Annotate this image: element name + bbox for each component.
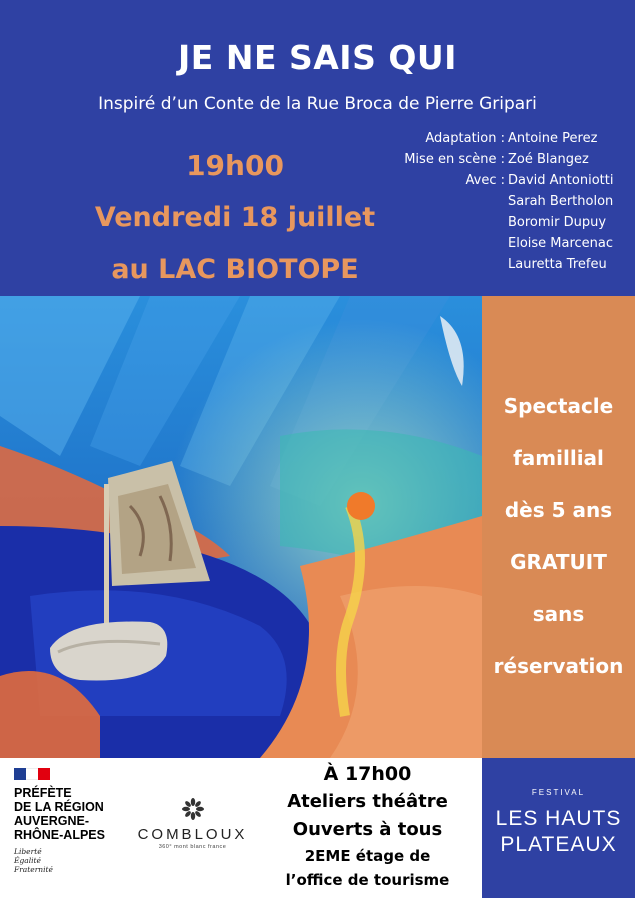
credit-label: Adaptation : <box>425 131 505 146</box>
combloux-tagline: 360° mont blanc france <box>158 844 227 850</box>
marianne-flag-icon <box>14 768 50 780</box>
info-list <box>482 380 635 692</box>
festival-label: FESTIVAL <box>531 788 586 797</box>
credit-value: Zoé Blangez <box>508 152 589 167</box>
credit-cast <box>380 191 625 212</box>
workshop-location-floor: 2EME étage de <box>304 847 431 865</box>
prefecture-name: PRÉFÈTE DE LA RÉGION AUVERGNE- RHÔNE-ALPES <box>14 786 105 842</box>
credit-cast <box>380 233 625 254</box>
workshop-location: l’office de tourisme <box>285 871 450 889</box>
combloux-logo <box>120 798 265 850</box>
workshop-title: Ateliers théâtre <box>287 791 448 812</box>
show-subtitle: Inspiré d’un Conte de la Rue Broca de Pierre Gripari <box>98 94 537 114</box>
event-date: Vendredi 18 juillet <box>94 202 376 233</box>
cast-member: Sarah Bertholon <box>508 194 614 209</box>
info-line: Spectacle <box>503 394 614 418</box>
credits <box>380 128 625 275</box>
credit-adaptation <box>380 128 625 149</box>
workshop-time: À 17h00 <box>323 763 412 785</box>
event-time: 19h00 <box>186 149 284 182</box>
republic-motto: Liberté Égalité Fraternité <box>14 847 53 874</box>
footer <box>0 758 635 898</box>
cast-member: Lauretta Trefeu <box>508 257 607 272</box>
painting <box>0 296 482 758</box>
info-line: réservation <box>493 654 624 678</box>
show-title: JE NE SAIS QUI <box>178 38 457 77</box>
credit-cast <box>380 212 625 233</box>
info-line: GRATUIT <box>510 550 607 574</box>
combloux-flower-icon <box>182 798 204 820</box>
festival-logo <box>482 758 635 898</box>
credit-mise-en-scene <box>380 149 625 170</box>
info-line: dès 5 ans <box>504 498 613 522</box>
credit-cast <box>380 254 625 275</box>
info-line: famillial <box>513 446 604 470</box>
cast-member: David Antoniotti <box>508 173 614 188</box>
workshop-audience: Ouverts à tous <box>292 819 443 840</box>
festival-name-line2: PLATEAUX <box>500 833 617 856</box>
credit-value: Antoine Perez <box>508 131 598 146</box>
event-details <box>70 140 400 296</box>
header <box>0 0 635 296</box>
prefecture-logo <box>14 768 124 874</box>
credit-cast <box>380 170 625 191</box>
sailboat-illustration <box>0 296 482 758</box>
cast-member: Boromir Dupuy <box>508 215 607 230</box>
credit-label: Mise en scène : <box>404 152 505 167</box>
info-panel <box>482 296 635 758</box>
info-line: sans <box>532 602 585 626</box>
credit-label: Avec : <box>465 173 505 188</box>
festival-name-line1: LES HAUTS <box>495 807 622 830</box>
combloux-name: COMBLOUX <box>137 826 248 843</box>
workshop-info <box>255 760 480 892</box>
cast-member: Eloise Marcenac <box>508 236 614 251</box>
event-place: au LAC BIOTOPE <box>111 254 359 285</box>
